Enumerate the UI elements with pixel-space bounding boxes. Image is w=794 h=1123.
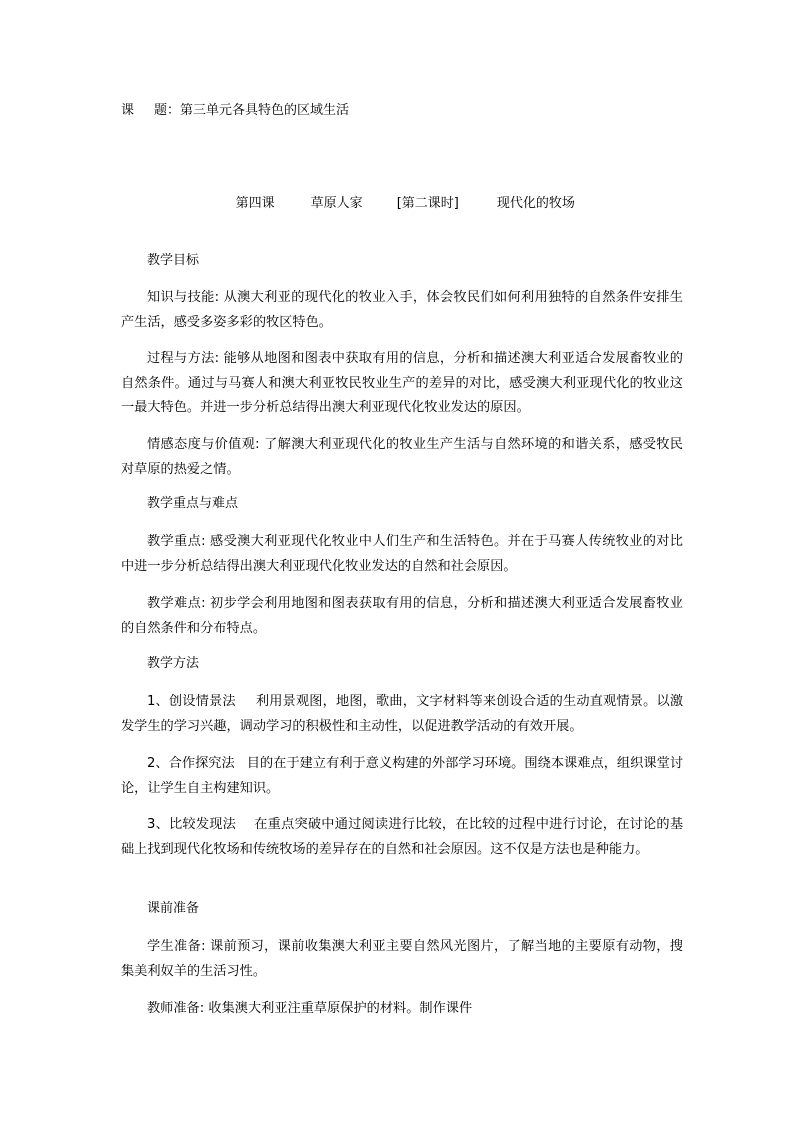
method-1 xyxy=(121,690,683,739)
course-header xyxy=(121,101,349,121)
key-point: 教学重点: 感受澳大利亚现代化牧业中人们生产和生活特色。并在于马赛人传统牧业的对比中进一步分析总结得出澳大利亚现代化牧业发达的自然和社会原因。 xyxy=(121,534,683,574)
method-1-text: 利用景观图，地图，歌曲，文字材料等来创设合适的生动直观情景。以激发学生的学习兴趣，调动学习的积极性和主动性，以促进教学活动的有效开展。 xyxy=(121,694,684,734)
lesson-number: 第四课 xyxy=(235,196,275,211)
method-1-title: 1、创设情景法 xyxy=(147,694,236,709)
method-2-title: 2、合作探究法 xyxy=(147,756,235,771)
prep-student: 学生准备: 课前预习，课前收集澳大利亚主要自然风光图片，了解当地的主要原有动物，搜集美利奴羊的生活习性。 xyxy=(121,939,683,979)
prep-teacher: 教师准备: 收集澳大利亚注重草原保护的材料。制作课件 xyxy=(147,1001,473,1016)
course-title: 第三单元各具特色的区域生活 xyxy=(180,103,350,118)
objective-process: 过程与方法: 能够从地图和图表中获取有用的信息，分析和描述澳大利亚适合发展畜牧业的自然条件。通过与马赛人和澳大利亚牧民牧业生产的差异的对比，感受澳大利亚现代化的牧业这一最大特色。并进一步分析总结得出澳大利亚现代化牧业发达的原因。 xyxy=(121,351,683,415)
lesson-topic: 草原人家 xyxy=(310,196,363,211)
method-3 xyxy=(121,813,683,862)
key-heading: 教学重点与难点 xyxy=(147,496,239,511)
methods-heading: 教学方法 xyxy=(147,656,200,671)
lesson-session: [第二课时] xyxy=(396,196,459,211)
method-2 xyxy=(121,752,683,801)
objectives-heading: 教学目标 xyxy=(147,253,200,268)
course-label-suffix: 题： xyxy=(154,103,181,118)
objective-knowledge: 知识与技能: 从澳大利亚的现代化的牧业入手，体会牧民们如何利用独特的自然条件安排生产生活，感受多姿多彩的牧区特色。 xyxy=(121,290,683,330)
lesson-subtitle: 现代化的牧场 xyxy=(496,196,575,211)
difficulty: 教学难点: 初步学会利用地图和图表获取有用的信息，分析和描述澳大利亚适合发展畜牧业的自然条件和分布特点。 xyxy=(121,596,683,636)
lesson-title xyxy=(0,174,794,234)
course-label: 课 xyxy=(121,103,135,118)
objective-emotion: 情感态度与价值观: 了解澳大利亚现代化的牧业生产生活与自然环境的和谐关系，感受牧民对草原的热爱之情。 xyxy=(121,437,683,477)
method-3-text: 在重点突破中通过阅读进行比较，在比较的过程中进行讨论，在讨论的基础上找到现代化牧场和传统牧场的差异存在的自然和社会原因。这不仅是方法也是种能力。 xyxy=(121,817,684,857)
method-2-text: 目的在于建立有利于意义构建的外部学习环境。围绕本课难点，组织课堂讨论，让学生自主构建知识。 xyxy=(121,756,684,796)
method-3-title: 3、比较发现法 xyxy=(147,817,237,832)
prep-heading: 课前准备 xyxy=(147,901,200,916)
